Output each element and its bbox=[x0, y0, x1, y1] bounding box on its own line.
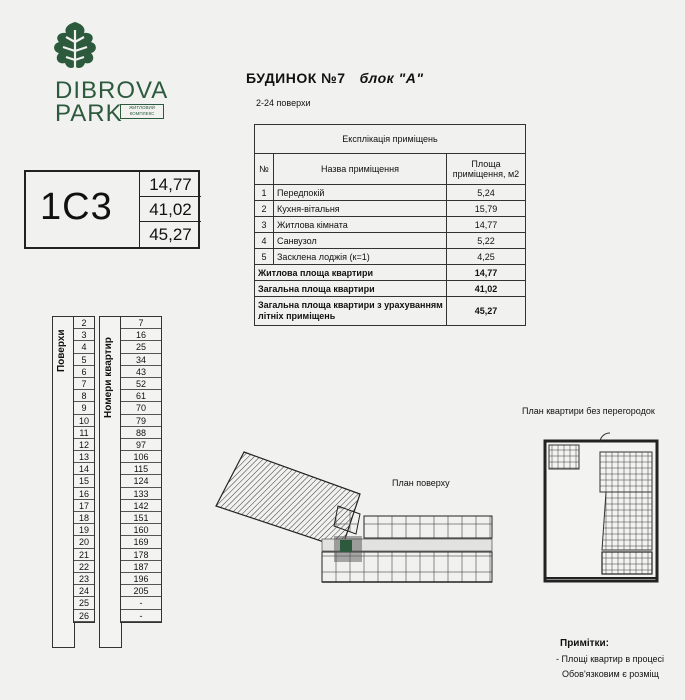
floor-cell: 18 bbox=[74, 512, 94, 524]
notes-title: Примітки: bbox=[560, 638, 609, 649]
total-row: Житлова площа квартири 14,77 bbox=[255, 265, 526, 281]
apartment-number-cell: 25 bbox=[121, 341, 161, 353]
apartment-number-cell: 187 bbox=[121, 561, 161, 573]
brand-tagline: ЖИТЛОВИЙ КОМПЛЕКС bbox=[120, 104, 164, 119]
note-line: - Площі квартир в процесі bbox=[556, 654, 665, 664]
table-row: 2 Кухня-вітальня 15,79 bbox=[255, 201, 526, 217]
floor-plan-caption: План поверху bbox=[392, 478, 450, 488]
apartment-number-cell: 196 bbox=[121, 573, 161, 585]
floor-cell: 15 bbox=[74, 475, 94, 487]
apartment-number-cell: 151 bbox=[121, 512, 161, 524]
apartment-number-cell: 70 bbox=[121, 402, 161, 414]
brand-name-line1: DIBROVA bbox=[55, 77, 169, 104]
floor-cell: 16 bbox=[74, 488, 94, 500]
apartment-number-cell: 16 bbox=[121, 329, 161, 341]
table-row: 4 Санвузол 5,22 bbox=[255, 233, 526, 249]
floors-list bbox=[73, 316, 95, 623]
living-area-value: 14,77 bbox=[140, 172, 201, 197]
apartment-number-cell: 61 bbox=[121, 390, 161, 402]
apartment-number-cell: 178 bbox=[121, 549, 161, 561]
note-line: Обов'язковим є розміщ bbox=[562, 669, 659, 679]
floor-cell: 6 bbox=[74, 366, 94, 378]
floor-cell: 19 bbox=[74, 524, 94, 536]
table-row: 3 Житлова кімната 14,77 bbox=[255, 217, 526, 233]
apartment-numbers-list bbox=[120, 316, 162, 623]
apartment-areas bbox=[139, 172, 201, 247]
floor-cell: 21 bbox=[74, 549, 94, 561]
apartment-number-cell: 142 bbox=[121, 500, 161, 512]
numbers-label: Номери квартир bbox=[103, 337, 114, 418]
apartment-plan-caption: План квартири без перегородок bbox=[522, 406, 655, 416]
floor-cell: 23 bbox=[74, 573, 94, 585]
total-row: Загальна площа квартири з урахуванням літніх приміщень 45,27 bbox=[255, 297, 526, 326]
oak-leaf-icon bbox=[50, 20, 100, 76]
floor-cell: 22 bbox=[74, 561, 94, 573]
apartment-number-cell: 133 bbox=[121, 488, 161, 500]
apartment-number-cell: 97 bbox=[121, 439, 161, 451]
floor-cell: 24 bbox=[74, 585, 94, 597]
table-row: 1 Передпокій 5,24 bbox=[255, 185, 526, 201]
explication-table bbox=[254, 124, 526, 326]
floor-cell: 12 bbox=[74, 439, 94, 451]
apartment-number-cell: 79 bbox=[121, 415, 161, 427]
floor-cell: 26 bbox=[74, 610, 94, 622]
total-area-value: 41,02 bbox=[140, 197, 201, 222]
floor-cell: 4 bbox=[74, 341, 94, 353]
table-row: 5 Засклена лоджія (к=1) 4,25 bbox=[255, 249, 526, 265]
floor-cell: 9 bbox=[74, 402, 94, 414]
block-name: блок "А" bbox=[359, 70, 424, 86]
floor-cell: 14 bbox=[74, 463, 94, 475]
floors-label: Поверхи bbox=[56, 329, 67, 372]
apartment-number-cell: 88 bbox=[121, 427, 161, 439]
floor-cell: 3 bbox=[74, 329, 94, 341]
floor-cell: 25 bbox=[74, 597, 94, 609]
brand-name-line2: PARK bbox=[55, 100, 123, 127]
apartment-number-cell: 115 bbox=[121, 463, 161, 475]
apartment-number-cell: 169 bbox=[121, 536, 161, 548]
apartment-number-cell: 124 bbox=[121, 475, 161, 487]
floor-cell: 13 bbox=[74, 451, 94, 463]
apartment-plan-drawing bbox=[540, 432, 664, 588]
apartment-badge bbox=[24, 170, 200, 249]
building-title bbox=[246, 70, 424, 86]
floor-cell: 10 bbox=[74, 415, 94, 427]
floors-range: 2-24 поверхи bbox=[256, 98, 311, 108]
col-area-header: Площа приміщення, м2 bbox=[447, 154, 526, 185]
apartment-number-cell: 7 bbox=[121, 317, 161, 329]
apartment-number-cell: 205 bbox=[121, 585, 161, 597]
table-title: Експлікація приміщень bbox=[255, 125, 526, 154]
floor-cell: 17 bbox=[74, 500, 94, 512]
total-area-summer-value: 45,27 bbox=[149, 225, 192, 244]
apartment-number-cell: 43 bbox=[121, 366, 161, 378]
floor-cell: 2 bbox=[74, 317, 94, 329]
floor-cell: 5 bbox=[74, 354, 94, 366]
apartment-number-cell: - bbox=[121, 610, 161, 622]
apartment-code: 1С3 bbox=[40, 186, 113, 228]
apartment-number-cell: - bbox=[121, 597, 161, 609]
floor-cell: 8 bbox=[74, 390, 94, 402]
apartment-number-cell: 106 bbox=[121, 451, 161, 463]
floor-cell: 7 bbox=[74, 378, 94, 390]
apartment-number-cell: 52 bbox=[121, 378, 161, 390]
apartment-number-cell: 34 bbox=[121, 354, 161, 366]
building-number: БУДИНОК №7 bbox=[246, 70, 346, 86]
floor-cell: 11 bbox=[74, 427, 94, 439]
col-name-header: Назва приміщення bbox=[274, 154, 447, 185]
total-row: Загальна площа квартири 41,02 bbox=[255, 281, 526, 297]
apartment-number-cell: 160 bbox=[121, 524, 161, 536]
floor-cell: 20 bbox=[74, 536, 94, 548]
floor-plan-drawing bbox=[210, 444, 500, 590]
col-number-header: № bbox=[255, 154, 274, 185]
